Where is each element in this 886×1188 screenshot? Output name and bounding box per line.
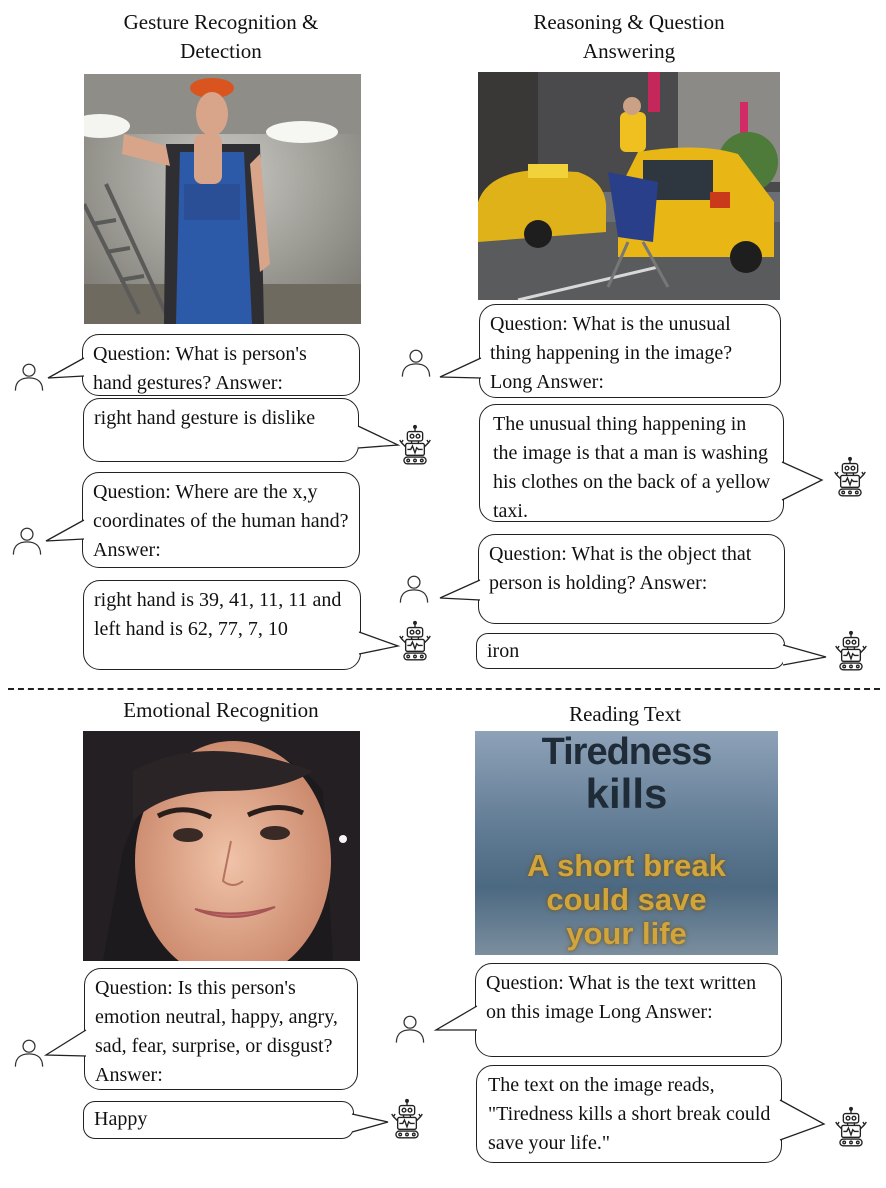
robot-icon (398, 620, 432, 664)
question-bubble-reading: Question: What is the text written on this image Long Answer: (475, 963, 782, 1057)
sign-text-line-4: could save (546, 882, 707, 917)
user-icon (399, 346, 433, 380)
photo-worker-thumbs-down (84, 74, 361, 324)
robot-icon (834, 630, 868, 674)
user-icon (12, 1036, 46, 1070)
answer-bubble-reading: The text on the image reads, "Tiredness kills a short break could save your life." (476, 1065, 782, 1163)
user-icon (393, 1012, 427, 1046)
user-icon (397, 572, 431, 606)
robot-icon (398, 424, 432, 468)
answer-bubble-coordinates: right hand is 39, 41, 11, 11 and left hand is 62, 77, 7, 10 (83, 580, 361, 670)
question-bubble-coordinates: Question: Where are the x,y coordinates of the human hand? Answer: (82, 472, 360, 568)
answer-bubble-gesture: right hand gesture is dislike (83, 398, 359, 462)
robot-icon (833, 456, 867, 500)
panel-title-reasoning: Reasoning & Question Answering (533, 10, 725, 63)
user-icon (12, 360, 46, 394)
answer-bubble-emotion: Happy (83, 1101, 354, 1139)
sign-text-line-2: kills (585, 770, 668, 817)
face-photo-illustration (83, 731, 360, 961)
user-icon (10, 524, 44, 558)
panel-title-gesture: Gesture Recognition & Detection (123, 10, 319, 63)
robot-icon (390, 1098, 424, 1142)
robot-icon (834, 1106, 868, 1150)
panel-title-reading: Reading Text (569, 702, 681, 726)
question-bubble-object: Question: What is the object that person is holding? Answer: (478, 534, 785, 624)
sign-text-line-5: your life (566, 916, 687, 951)
question-bubble-emotion: Question: Is this person's emotion neutral, happy, angry, sad, fear, surprise, or disgust? Answer: (84, 968, 358, 1090)
question-bubble-unusual: Question: What is the unusual thing happening in the image? Long Answer: (479, 304, 781, 398)
sign-text-line-1: Tiredness (541, 731, 712, 773)
question-bubble-gesture: Question: What is person's hand gestures? Answer: (82, 334, 360, 396)
photo-woman-face (83, 731, 360, 961)
panel-title-emotion: Emotional Recognition (123, 698, 319, 722)
section-divider (8, 688, 880, 690)
photo-road-sign (475, 731, 778, 955)
worker-photo-illustration (84, 74, 361, 324)
sign-text-line-3: A short break (527, 848, 726, 883)
answer-bubble-unusual: The unusual thing happening in the image is that a man is washing his clothes on the back of a yellow taxi. (479, 404, 784, 522)
taxi-photo-illustration (478, 72, 780, 300)
answer-bubble-object: iron (476, 633, 785, 669)
photo-man-ironing-on-taxi (478, 72, 780, 300)
